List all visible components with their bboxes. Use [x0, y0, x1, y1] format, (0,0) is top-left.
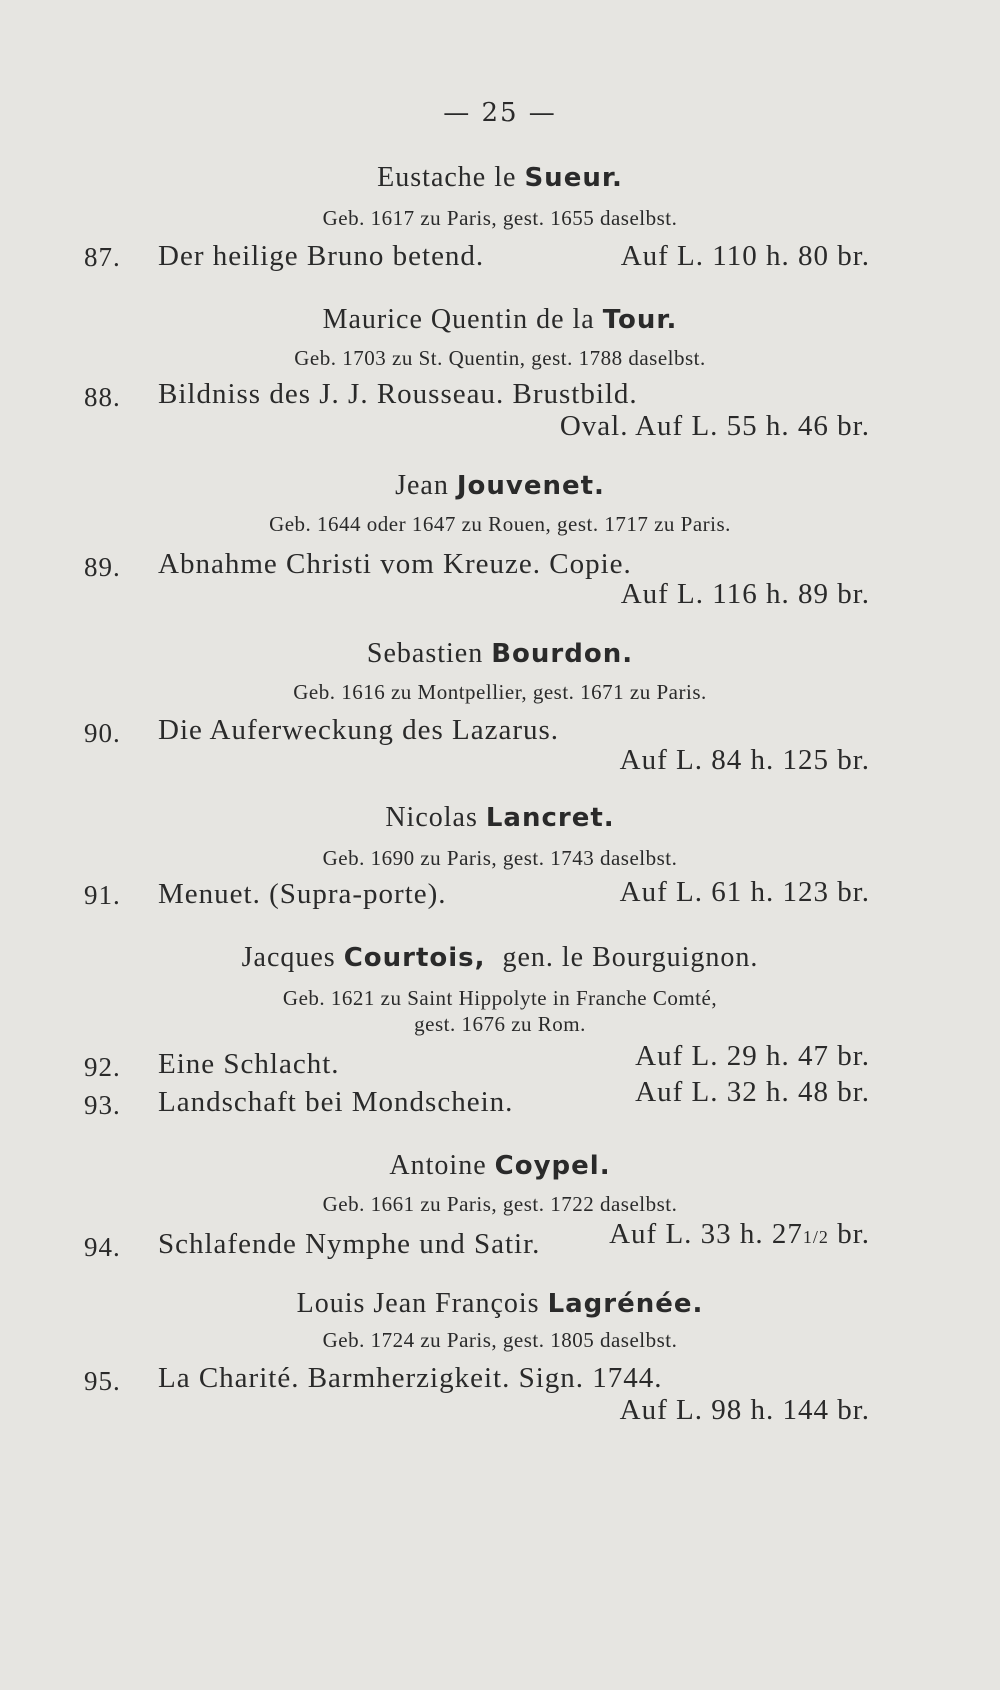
- artist-surname: Lagrénée.: [547, 1289, 704, 1319]
- artist-surname: Jouvenet.: [456, 471, 605, 501]
- artist-bio: Geb. 1703 zu St. Quentin, gest. 1788 daselbst.: [294, 346, 706, 370]
- item-number: 88.: [84, 382, 121, 412]
- artist-first-name: Jacques: [241, 942, 336, 973]
- item-title: Abnahme Christi vom Kreuze. Copie.: [158, 548, 632, 580]
- artist-bio: Geb. 1661 zu Paris, gest. 1722 daselbst.: [322, 1192, 678, 1216]
- item-title: Bildniss des J. J. Rousseau. Brustbild.: [158, 378, 638, 410]
- artist-surname: Lancret.: [485, 803, 615, 833]
- item-number: 87.: [84, 242, 121, 272]
- artist-first-name: Sebastien: [366, 638, 484, 669]
- item-title: Eine Schlacht.: [158, 1048, 340, 1080]
- item-number: 91.: [84, 880, 121, 910]
- artist-heading: [0, 1286, 1000, 1320]
- artist-heading: [0, 800, 1000, 834]
- artist-heading: [0, 302, 1000, 336]
- artist-epithet: gen. le Bourguignon.: [502, 942, 759, 973]
- item-size: Auf L. 116 h. 89 br.: [620, 578, 870, 610]
- item-size: [609, 1218, 870, 1251]
- artist-heading: [0, 1148, 1000, 1182]
- item-size: Auf L. 61 h. 123 br.: [619, 876, 870, 908]
- item-size: Auf L. 98 h. 144 br.: [619, 1394, 870, 1426]
- artist-first-name: Jean: [395, 470, 449, 501]
- artist-bio: Geb. 1724 zu Paris, gest. 1805 daselbst.: [322, 1328, 678, 1352]
- artist-first-name: Eustache le: [377, 162, 517, 193]
- artist-surname: Coypel.: [494, 1151, 611, 1181]
- item-size-unit: br.: [828, 1218, 870, 1250]
- item-size-fraction: 1/2: [802, 1227, 829, 1247]
- item-number: 89.: [84, 552, 121, 582]
- artist-bio: Geb. 1690 zu Paris, gest. 1743 daselbst.: [322, 846, 678, 870]
- item-size-main: Auf L. 33 h. 27: [609, 1218, 803, 1250]
- item-number: 90.: [84, 718, 121, 748]
- artist-bio: Geb. 1621 zu Saint Hippolyte in Franche Comté,: [282, 986, 718, 1010]
- artist-first-name: Maurice Quentin de la: [322, 304, 595, 335]
- item-size: Auf L. 110 h. 80 br.: [620, 240, 870, 272]
- item-size: Auf L. 32 h. 48 br.: [635, 1076, 870, 1108]
- item-title: Landschaft bei Mondschein.: [158, 1086, 514, 1118]
- artist-heading: [0, 160, 1000, 194]
- artist-heading: [0, 940, 1000, 974]
- artist-surname: Tour.: [602, 305, 678, 335]
- artist-first-name: Nicolas: [385, 802, 478, 833]
- artist-heading: [0, 636, 1000, 670]
- page-number: — 25 —: [443, 98, 557, 128]
- item-number: 95.: [84, 1366, 121, 1396]
- artist-surname: Sueur.: [524, 163, 623, 193]
- artist-bio: gest. 1676 zu Rom.: [414, 1012, 586, 1036]
- item-title: Die Auferweckung des Lazarus.: [158, 714, 560, 746]
- artist-surname: Courtois,: [343, 943, 486, 973]
- item-title: Der heilige Bruno betend.: [158, 240, 485, 272]
- item-title: Schlafende Nymphe und Satir.: [158, 1228, 541, 1260]
- item-size: Auf L. 29 h. 47 br.: [635, 1040, 870, 1072]
- artist-bio: Geb. 1617 zu Paris, gest. 1655 daselbst.: [322, 206, 678, 230]
- item-number: 93.: [84, 1090, 121, 1120]
- artist-surname: Bourdon.: [491, 639, 634, 669]
- item-size: Auf L. 84 h. 125 br.: [619, 744, 870, 776]
- item-title: Menuet. (Supra-porte).: [158, 878, 447, 910]
- artist-first-name: Louis Jean François: [296, 1288, 540, 1319]
- item-size: Oval. Auf L. 55 h. 46 br.: [559, 410, 870, 442]
- item-number: 92.: [84, 1052, 121, 1082]
- item-title: La Charité. Barmherzigkeit. Sign. 1744.: [158, 1362, 663, 1394]
- artist-first-name: Antoine: [389, 1150, 487, 1181]
- artist-heading: [0, 468, 1000, 502]
- artist-bio: Geb. 1644 oder 1647 zu Rouen, gest. 1717 zu Paris.: [269, 512, 731, 536]
- item-number: 94.: [84, 1232, 121, 1262]
- artist-bio: Geb. 1616 zu Montpellier, gest. 1671 zu Paris.: [293, 680, 707, 704]
